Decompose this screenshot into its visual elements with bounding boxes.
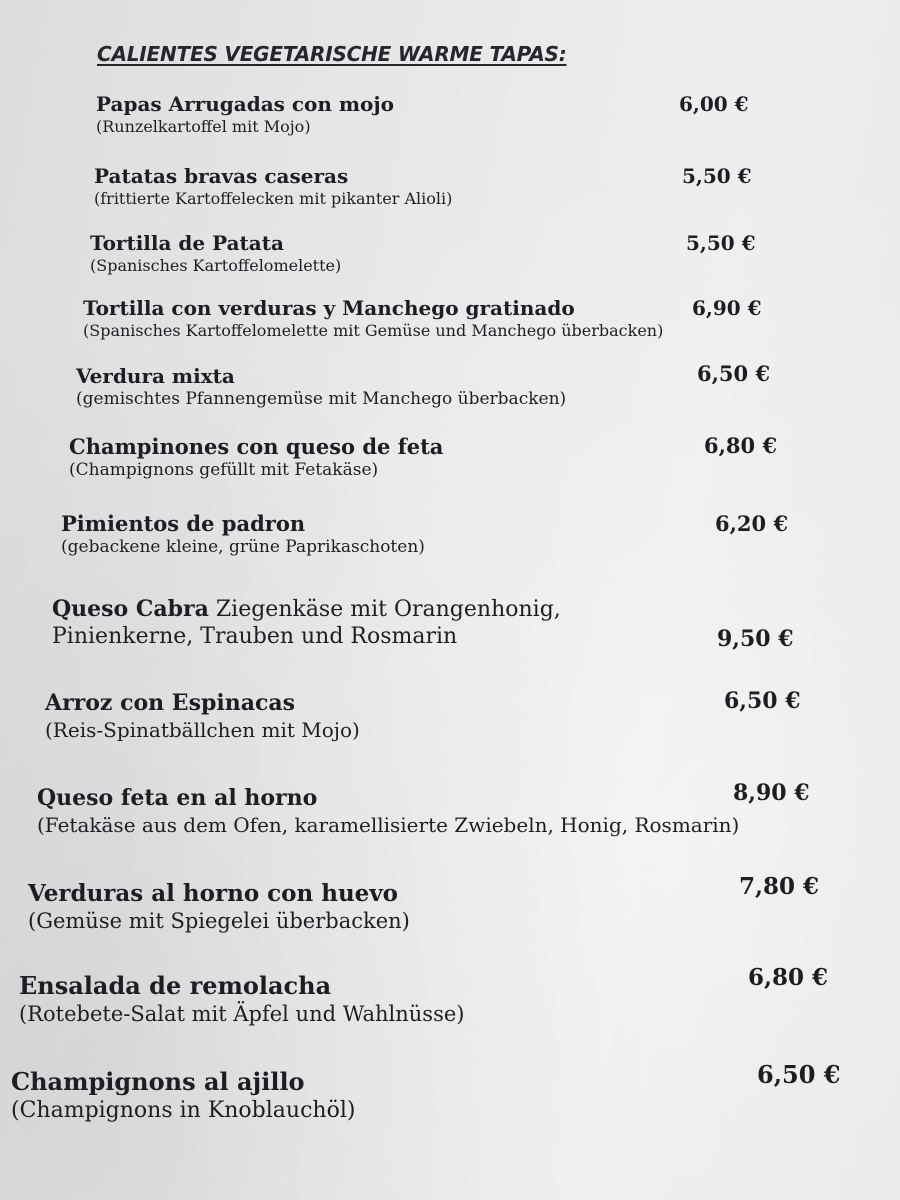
item-description: (Rotebete-Salat mit Äpfel und Wahlnüsse) bbox=[19, 1002, 465, 1026]
item-name: Arroz con Espinacas bbox=[45, 690, 295, 716]
menu-item bbox=[94, 164, 900, 208]
item-description: (Fetakäse aus dem Ofen, karamellisierte Zwiebeln, Honig, Rosmarin) bbox=[37, 813, 740, 837]
item-description: (Champignons gefüllt mit Fetakäse) bbox=[69, 460, 379, 480]
menu-item bbox=[37, 780, 857, 837]
item-name: Ensalada de remolacha bbox=[19, 971, 332, 1000]
item-name: Verdura mixta bbox=[76, 364, 235, 388]
item-description: Pinienkerne, Trauben und Rosmarin bbox=[52, 624, 458, 649]
item-price: 6,50 € bbox=[757, 1060, 841, 1089]
item-price: 6,80 € bbox=[748, 964, 829, 991]
item-description: (Spanisches Kartoffelomelette) bbox=[90, 256, 342, 275]
item-name: Verduras al horno con huevo bbox=[28, 880, 399, 907]
menu-item bbox=[28, 873, 848, 933]
item-name: Queso Cabra bbox=[52, 596, 209, 622]
item-price: 6,00 € bbox=[679, 92, 749, 116]
item-description: Ziegenkäse mit Orangenhonig, bbox=[215, 597, 561, 622]
item-price: 8,90 € bbox=[733, 780, 810, 806]
item-price: 7,80 € bbox=[739, 873, 820, 900]
item-description: (frittierte Kartoffelecken mit pikanter Alioli) bbox=[94, 189, 453, 208]
item-description: (gemischtes Pfannengemüse mit Manchego überbacken) bbox=[76, 389, 567, 409]
item-price: 6,20 € bbox=[715, 511, 789, 536]
item-price: 9,50 € bbox=[717, 626, 794, 652]
menu-item bbox=[76, 361, 896, 409]
item-description: (Reis-Spinatbällchen mit Mojo) bbox=[45, 718, 360, 742]
item-line bbox=[52, 596, 872, 622]
item-name: Queso feta en al horno bbox=[37, 785, 318, 811]
menu-item bbox=[19, 964, 839, 1026]
item-price: 5,50 € bbox=[686, 231, 756, 255]
item-price: 6,90 € bbox=[692, 296, 762, 320]
item-name: Champinones con queso de feta bbox=[69, 434, 444, 459]
item-price: 6,50 € bbox=[697, 361, 771, 386]
item-name: Patatas bravas caseras bbox=[94, 164, 349, 188]
menu-item bbox=[83, 296, 900, 340]
menu-item bbox=[90, 231, 900, 275]
item-name: Tortilla con verduras y Manchego gratinado bbox=[83, 296, 575, 320]
menu-item bbox=[69, 434, 889, 480]
item-name: Tortilla de Patata bbox=[90, 231, 284, 255]
item-price: 6,50 € bbox=[724, 688, 801, 714]
item-description: (Champignons in Knoblauchöl) bbox=[11, 1098, 356, 1123]
menu-item bbox=[96, 92, 900, 136]
item-price: 6,80 € bbox=[704, 433, 778, 458]
item-description: (Gemüse mit Spiegelei überbacken) bbox=[28, 909, 410, 933]
menu-item bbox=[11, 1060, 841, 1123]
item-description: (Spanisches Kartoffelomelette mit Gemüse und Manchego überbacken) bbox=[83, 321, 664, 340]
item-price: 5,50 € bbox=[682, 164, 752, 188]
item-name: Champignons al ajillo bbox=[11, 1067, 305, 1096]
item-name: Papas Arrugadas con mojo bbox=[96, 92, 394, 116]
menu-item bbox=[61, 511, 881, 557]
item-description: (Runzelkartoffel mit Mojo) bbox=[96, 117, 311, 136]
menu-item bbox=[45, 690, 865, 742]
item-name: Pimientos de padron bbox=[61, 511, 306, 536]
menu-heading: CALIENTES VEGETARISCHE WARME TAPAS: bbox=[97, 42, 567, 66]
item-description: (gebackene kleine, grüne Paprikaschoten) bbox=[61, 537, 425, 557]
menu-item bbox=[52, 596, 872, 652]
